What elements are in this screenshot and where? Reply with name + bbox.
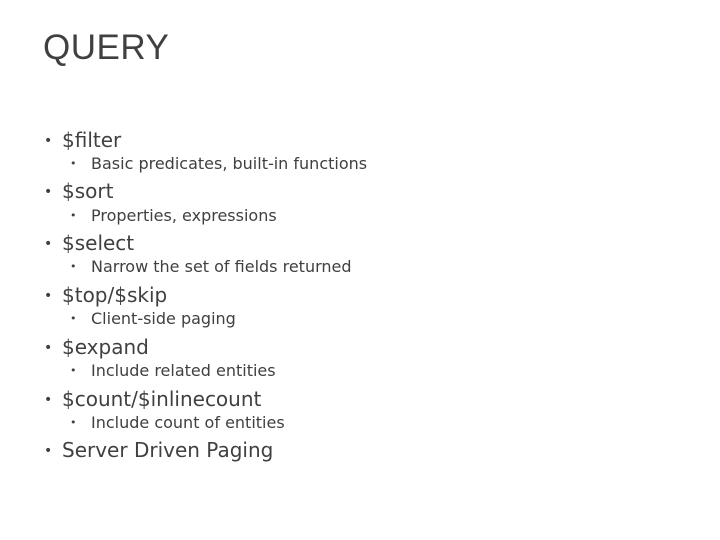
bullet-label: $expand (62, 335, 149, 359)
sub-bullet-label: Include related entities (91, 361, 276, 380)
bullet-item (44, 438, 273, 463)
sub-bullet-label: Properties, expressions (91, 206, 277, 225)
sub-bullet-label: Narrow the set of fields returned (91, 257, 352, 276)
bullet-icon: • (44, 236, 53, 252)
bullet-label: $sort (62, 179, 114, 203)
bullet-item (44, 335, 149, 360)
bullet-icon: • (70, 209, 77, 222)
bullet-icon: • (44, 133, 53, 149)
bullet-icon: • (70, 157, 77, 170)
slide-title: QUERY (43, 28, 170, 67)
bullet-item (44, 179, 113, 204)
bullet-icon: • (70, 260, 77, 273)
sub-bullet-item (70, 309, 236, 329)
bullet-item (44, 387, 261, 412)
bullet-label: $count/$inlinecount (62, 387, 262, 411)
sub-bullet-item (70, 206, 277, 226)
bullet-icon: • (44, 340, 53, 356)
bullet-label: $filter (62, 128, 122, 152)
bullet-item (44, 128, 121, 153)
bullet-icon: • (44, 184, 53, 200)
bullet-item (44, 231, 134, 256)
sub-bullet-label: Include count of entities (91, 413, 285, 432)
sub-bullet-label: Basic predicates, built-in functions (91, 154, 368, 173)
bullet-label: Server Driven Paging (62, 438, 274, 462)
bullet-icon: • (44, 392, 53, 408)
sub-bullet-item (70, 154, 367, 174)
bullet-icon: • (70, 364, 77, 377)
bullet-icon: • (70, 312, 77, 325)
bullet-label: $select (62, 231, 135, 255)
bullet-item (44, 283, 167, 308)
bullet-icon: • (44, 288, 53, 304)
bullet-icon: • (70, 416, 77, 429)
sub-bullet-item (70, 257, 352, 277)
sub-bullet-item (70, 413, 285, 433)
sub-bullet-label: Client-side paging (91, 309, 236, 328)
bullet-label: $top/$skip (62, 283, 168, 307)
bullet-icon: • (44, 443, 53, 459)
sub-bullet-item (70, 361, 276, 381)
